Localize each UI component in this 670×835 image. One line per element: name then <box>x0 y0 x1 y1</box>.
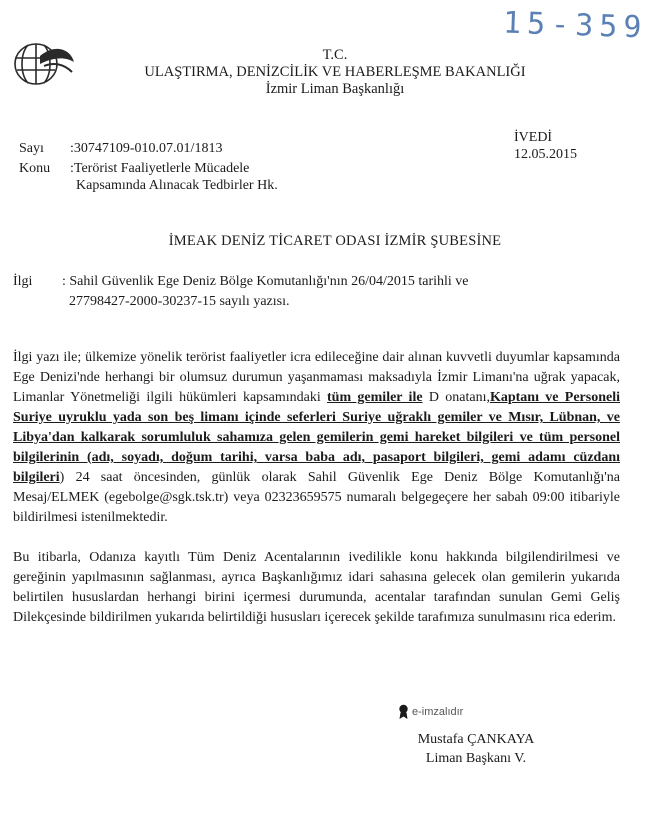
body-paragraph-1 <box>13 348 620 528</box>
ilgi-label: İlgi <box>13 274 33 289</box>
document-date: 12.05.2015 <box>514 147 577 162</box>
p1-bold-2: Kaptanı ve Personeli Suriye uyruklu yada son beş limanı içinde seferleri Suriye uğraklı gemiler ve Mısır, Lübnan, ve Libya'dan kalkarak sorumluluk sahamıza gelen gemilerin gemi hareket bilgileri ve tüm personel bilgilerinin (adı, soyadı, doğum tarihi, varsa baba adı, pasaport bilgileri, gemi adamı cüzdanı bilgileri <box>13 390 620 485</box>
sayi-value: :30747109-010.07.01/1813 <box>70 141 223 156</box>
p1-text-1: İlgi yazı ile; ülkemize yönelik terörist faaliyetler icra edileceğine dair alınan kuvvetli duyumlar kapsamında Ege Denizi'nde herhangi bir olumsuz durumun yaşanmaması maksadıyla İzmir Limanı'na uğrak yapacak, Limanlar Yönetmeliği ilgili hükümleri kapsamındaki <box>13 350 620 405</box>
p1-bold-1: tüm gemiler ile <box>327 390 423 405</box>
p1-text-2: D onatanı, <box>422 390 490 405</box>
konu-label: Konu <box>19 161 51 176</box>
ilgi-line2: 27798427-2000-30237-15 sayılı yazısı. <box>69 294 290 309</box>
header-tc: T.C. <box>322 47 348 63</box>
body-paragraph-2: Bu itibarla, Odanıza kayıtlı Tüm Deniz Acentalarının ivedilikle konu hakkında bilgilendirilmesi ve gereğinin yapılmasının sağlanması, ayrıca Başkanlığımız idari sahasına gelecek olan gemilerin yukarıda belirtilen hususlardan herhangi birini içermesi durumunda, acentalar tarafından sunulan Gemi Geliş Dilekçesinde bildirilmen yukarıda belirtildiği hususları içerecek şekilde tarafımıza sunulmasını rica ederim. <box>13 550 620 625</box>
header-ministry: ULAŞTIRMA, DENİZCİLİK VE HABERLEŞME BAKANLIĞI <box>144 64 526 80</box>
document-stamp-number: 15-359 <box>502 5 648 46</box>
konu-value-line2: Kapsamında Alınacak Tedbirler Hk. <box>76 178 278 193</box>
e-signature-icon <box>398 704 409 720</box>
e-signature-label: e-imzalıdır <box>412 706 464 718</box>
ilgi-line1: : Sahil Güvenlik Ege Deniz Bölge Komutanlığı'nın 26/04/2015 tarihli ve <box>62 274 469 289</box>
konu-value-line1: :Terörist Faaliyetlerle Mücadele <box>70 161 250 176</box>
sayi-label: Sayı <box>19 141 44 156</box>
signatory-name: Mustafa ÇANKAYA <box>417 732 535 747</box>
p1-text-3: ) 24 saat öncesinden, günlük olarak Sahil Güvenlik Ege Deniz Bölge Komutanlığı'na Mesaj/ELMEK (egebolge@sgk.tsk.tr) veya 02323659575 numaralı belgegeçere her sabah 09:00 itibariyle bildirilmesi istenilmektedir. <box>13 470 620 525</box>
header-department: İzmir Liman Başkanlığı <box>265 81 405 97</box>
signatory-title: Liman Başkanı V. <box>425 751 527 766</box>
urgent-label: İVEDİ <box>514 130 553 145</box>
recipient-heading: İMEAK DENİZ TİCARET ODASI İZMİR ŞUBESİNE <box>168 233 502 249</box>
